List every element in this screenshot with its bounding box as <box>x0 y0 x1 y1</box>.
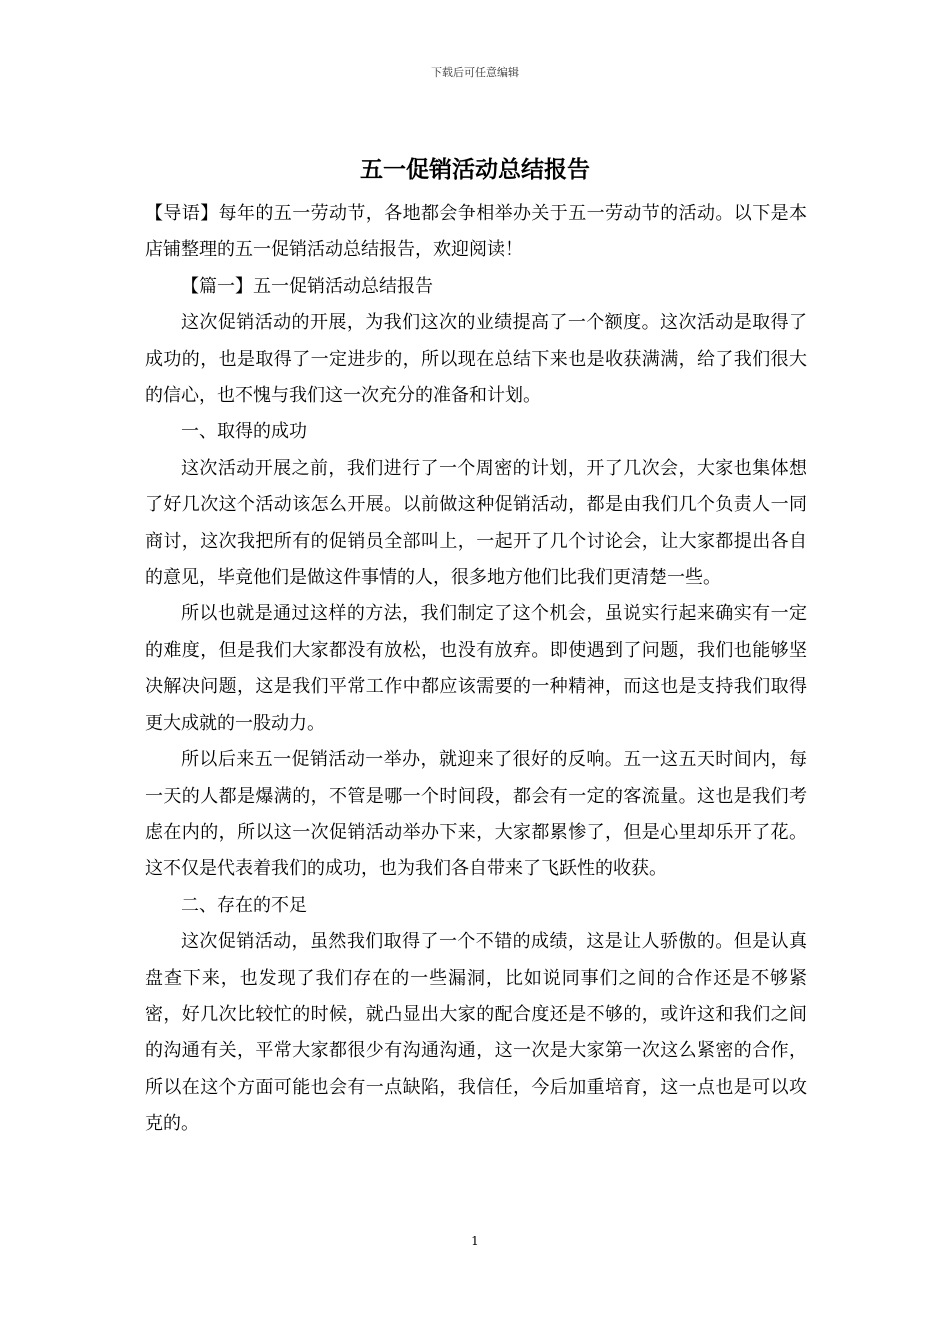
document-title: 五一促销活动总结报告 <box>360 156 590 183</box>
paragraph: 这次促销活动的开展，为我们这次的业绩提高了一个额度。这次活动是取得了成功的，也是取得了一定进步的，所以现在总结下来也是收获满满，给了我们很大的信心，也不愧与我们这一次充分的准备和计划。 <box>145 312 807 407</box>
section-heading-part-one: 【篇一】五一促销活动总结报告 <box>181 275 433 297</box>
section-heading-shortcomings: 二、存在的不足 <box>181 894 307 916</box>
header-note: 下载后可任意编辑 <box>431 66 519 79</box>
document-body <box>145 196 807 1143</box>
paragraph: 所以后来五一促销活动一举办，就迎来了很好的反响。五一这五天时间内，每一天的人都是爆满的，不管是哪一个时间段，都会有一定的客流量。这也是我们考虑在内的，所以这一次促销活动举办下来，大家都累惨了，但是心里却乐开了花。这不仅是代表着我们的成功，也为我们各自带来了飞跃性的收获。 <box>145 749 807 880</box>
section-heading-success: 一、取得的成功 <box>181 421 307 443</box>
paragraph: 这次促销活动，虽然我们取得了一个不错的成绩，这是让人骄傲的。但是认真盘查下来，也发现了我们存在的一些漏洞，比如说同事们之间的合作还是不够紧密，好几次比较忙的时候，就凸显出大家的配合度还是不够的，或许这和我们之间的沟通有关，平常大家都很少有沟通沟通，这一次是大家第一次这么紧密的合作，所以在这个方面可能也会有一点缺陷，我信任，今后加重培育，这一点也是可以攻克的。 <box>145 931 807 1135</box>
page-number: 1 <box>471 1234 479 1248</box>
paragraph-intro: 【导语】每年的五一劳动节，各地都会争相举办关于五一劳动节的活动。以下是本店铺整理的五一促销活动总结报告，欢迎阅读！ <box>145 203 807 261</box>
paragraph: 这次活动开展之前，我们进行了一个周密的计划，开了几次会，大家也集体想了好几次这个活动该怎么开展。以前做这种促销活动，都是由我们几个负责人一同商讨，这次我把所有的促销员全部叫上，一起开了几个讨论会，让大家都提出各自的意见，毕竟他们是做这件事情的人，很多地方他们比我们更清楚一些。 <box>145 457 807 589</box>
paragraph: 所以也就是通过这样的方法，我们制定了这个机会，虽说实行起来确实有一定的难度，但是我们大家都没有放松，也没有放弃。即使遇到了问题，我们也能够坚决解决问题，这是我们平常工作中都应该需要的一种精神，而这也是支持我们取得更大成就的一股动力。 <box>145 603 807 734</box>
